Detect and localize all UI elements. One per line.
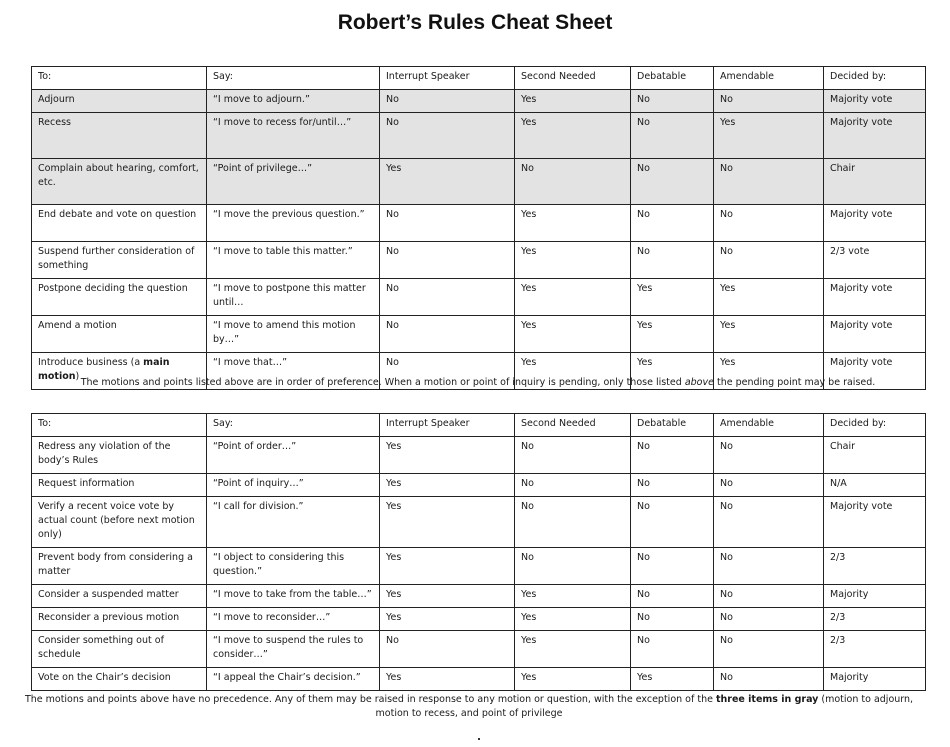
decided-by-cell: 2/3	[824, 631, 926, 668]
interrupt-speaker-cell: No	[380, 631, 515, 668]
debatable-cell: Yes	[631, 279, 714, 316]
motions-table-ordered	[31, 66, 926, 390]
interrupt-speaker-cell: Yes	[380, 548, 515, 585]
debatable-cell: Yes	[631, 353, 714, 390]
column-header: Interrupt Speaker	[380, 414, 515, 437]
interrupt-speaker-cell: Yes	[380, 608, 515, 631]
table-row	[32, 497, 926, 548]
amendable-cell: No	[714, 90, 824, 113]
second-needed-cell: No	[515, 497, 631, 548]
amendable-cell: No	[714, 205, 824, 242]
stray-mark	[478, 738, 480, 740]
second-needed-cell: Yes	[515, 585, 631, 608]
note-text: The motions and points listed above are in order of preference. When a motion or point of inquiry is pending, only those listed	[80, 377, 685, 388]
say-cell: “I move to take from the table…”	[207, 585, 380, 608]
amendable-cell: Yes	[714, 316, 824, 353]
column-header: Interrupt Speaker	[380, 67, 515, 90]
to-cell: Amend a motion	[32, 316, 207, 353]
interrupt-speaker-cell: Yes	[380, 437, 515, 474]
decided-by-cell: 2/3	[824, 608, 926, 631]
table-row	[32, 242, 926, 279]
debatable-cell: No	[631, 159, 714, 205]
say-cell: “I call for division.”	[207, 497, 380, 548]
amendable-cell: No	[714, 585, 824, 608]
decided-by-cell: Majority vote	[824, 353, 926, 390]
amendable-cell: No	[714, 548, 824, 585]
say-cell: “I move that…”	[207, 353, 380, 390]
table-row	[32, 608, 926, 631]
decided-by-cell: Majority vote	[824, 497, 926, 548]
decided-by-cell: Majority vote	[824, 113, 926, 159]
column-header: Amendable	[714, 414, 824, 437]
column-header: Debatable	[631, 414, 714, 437]
second-needed-cell: Yes	[515, 631, 631, 668]
amendable-cell: Yes	[714, 353, 824, 390]
column-header: To:	[32, 414, 207, 437]
say-cell: “I move to table this matter.”	[207, 242, 380, 279]
interrupt-speaker-cell: No	[380, 205, 515, 242]
header-row	[32, 414, 926, 437]
column-header: Decided by:	[824, 67, 926, 90]
no-precedence-note	[14, 693, 924, 721]
debatable-cell: Yes	[631, 316, 714, 353]
to-cell: Redress any violation of the body’s Rules	[32, 437, 207, 474]
interrupt-speaker-cell: No	[380, 353, 515, 390]
amendable-cell: No	[714, 159, 824, 205]
interrupt-speaker-cell: No	[380, 316, 515, 353]
to-cell: Introduce business (a main motion)	[32, 353, 207, 390]
note-emphasis: above	[684, 377, 714, 388]
to-cell: End debate and vote on question	[32, 205, 207, 242]
decided-by-cell: Majority vote	[824, 279, 926, 316]
second-needed-cell: No	[515, 474, 631, 497]
debatable-cell: No	[631, 242, 714, 279]
decided-by-cell: N/A	[824, 474, 926, 497]
order-of-preference-note	[31, 376, 925, 390]
interrupt-speaker-cell: No	[380, 113, 515, 159]
second-needed-cell: Yes	[515, 113, 631, 159]
to-cell: Consider something out of schedule	[32, 631, 207, 668]
second-needed-cell: Yes	[515, 668, 631, 691]
second-needed-cell: No	[515, 548, 631, 585]
column-header: Amendable	[714, 67, 824, 90]
debatable-cell: No	[631, 90, 714, 113]
note-text: The motions and points above have no precedence. Any of them may be raised in response to any motion or question, with the exception of the	[24, 694, 716, 705]
note-text: the pending point may be raised.	[713, 377, 876, 388]
to-cell: Postpone deciding the question	[32, 279, 207, 316]
amendable-cell: Yes	[714, 113, 824, 159]
debatable-cell: No	[631, 631, 714, 668]
say-cell: “I move to adjourn.”	[207, 90, 380, 113]
decided-by-cell: Majority vote	[824, 90, 926, 113]
say-cell: “I appeal the Chair’s decision.”	[207, 668, 380, 691]
to-cell: Adjourn	[32, 90, 207, 113]
second-needed-cell: Yes	[515, 205, 631, 242]
second-needed-cell: No	[515, 437, 631, 474]
column-header: Second Needed	[515, 67, 631, 90]
column-header: Debatable	[631, 67, 714, 90]
decided-by-cell: 2/3	[824, 548, 926, 585]
interrupt-speaker-cell: No	[380, 90, 515, 113]
second-needed-cell: Yes	[515, 90, 631, 113]
table-row	[32, 631, 926, 668]
interrupt-speaker-cell: No	[380, 242, 515, 279]
motions-table-no-precedence	[31, 413, 926, 691]
to-cell: Prevent body from considering a matter	[32, 548, 207, 585]
say-cell: “I object to considering this question.”	[207, 548, 380, 585]
table-row	[32, 668, 926, 691]
say-cell: “Point of order…”	[207, 437, 380, 474]
to-cell: Complain about hearing, comfort, etc.	[32, 159, 207, 205]
page-title: Robert’s Rules Cheat Sheet	[337, 11, 613, 34]
debatable-cell: No	[631, 474, 714, 497]
to-cell: Request information	[32, 474, 207, 497]
debatable-cell: No	[631, 205, 714, 242]
amendable-cell: Yes	[714, 279, 824, 316]
table-row	[32, 159, 926, 205]
table-row	[32, 474, 926, 497]
column-header: Say:	[207, 67, 380, 90]
amendable-cell: No	[714, 242, 824, 279]
table-row	[32, 90, 926, 113]
decided-by-cell: Chair	[824, 159, 926, 205]
table-row	[32, 205, 926, 242]
second-needed-cell: Yes	[515, 608, 631, 631]
note-bold: three items in gray	[715, 694, 819, 705]
debatable-cell: Yes	[631, 668, 714, 691]
second-needed-cell: Yes	[515, 279, 631, 316]
decided-by-cell: Majority	[824, 668, 926, 691]
to-cell: Recess	[32, 113, 207, 159]
debatable-cell: No	[631, 437, 714, 474]
amendable-cell: No	[714, 437, 824, 474]
to-cell: Reconsider a previous motion	[32, 608, 207, 631]
second-needed-cell: Yes	[515, 353, 631, 390]
table-row	[32, 279, 926, 316]
column-header: Decided by:	[824, 414, 926, 437]
header-row	[32, 67, 926, 90]
say-cell: “I move to amend this motion by…”	[207, 316, 380, 353]
amendable-cell: No	[714, 631, 824, 668]
interrupt-speaker-cell: Yes	[380, 497, 515, 548]
amendable-cell: No	[714, 497, 824, 548]
second-needed-cell: Yes	[515, 316, 631, 353]
interrupt-speaker-cell: Yes	[380, 159, 515, 205]
say-cell: “Point of inquiry…”	[207, 474, 380, 497]
table-row	[32, 585, 926, 608]
debatable-cell: No	[631, 548, 714, 585]
interrupt-speaker-cell: Yes	[380, 474, 515, 497]
interrupt-speaker-cell: Yes	[380, 668, 515, 691]
debatable-cell: No	[631, 608, 714, 631]
to-cell: Suspend further consideration of something	[32, 242, 207, 279]
to-cell: Verify a recent voice vote by actual count (before next motion only)	[32, 497, 207, 548]
debatable-cell: No	[631, 585, 714, 608]
note-text: (motion to adjourn, motion to recess, and point of privilege	[375, 694, 914, 719]
decided-by-cell: Chair	[824, 437, 926, 474]
say-cell: “Point of privilege…”	[207, 159, 380, 205]
decided-by-cell: 2/3 vote	[824, 242, 926, 279]
second-needed-cell: No	[515, 159, 631, 205]
to-cell: Consider a suspended matter	[32, 585, 207, 608]
amendable-cell: No	[714, 474, 824, 497]
decided-by-cell: Majority vote	[824, 316, 926, 353]
column-header: Second Needed	[515, 414, 631, 437]
table-row	[32, 548, 926, 585]
say-cell: “I move to reconsider…”	[207, 608, 380, 631]
column-header: To:	[32, 67, 207, 90]
main-motion-emphasis: main motion	[38, 357, 170, 382]
column-header: Say:	[207, 414, 380, 437]
table-row	[32, 316, 926, 353]
say-cell: “I move the previous question.”	[207, 205, 380, 242]
decided-by-cell: Majority vote	[824, 205, 926, 242]
interrupt-speaker-cell: No	[380, 279, 515, 316]
amendable-cell: No	[714, 608, 824, 631]
table-row	[32, 437, 926, 474]
second-needed-cell: Yes	[515, 242, 631, 279]
to-cell: Vote on the Chair’s decision	[32, 668, 207, 691]
amendable-cell: No	[714, 668, 824, 691]
decided-by-cell: Majority	[824, 585, 926, 608]
interrupt-speaker-cell: Yes	[380, 585, 515, 608]
say-cell: “I move to recess for/until…”	[207, 113, 380, 159]
debatable-cell: No	[631, 113, 714, 159]
say-cell: “I move to postpone this matter until…	[207, 279, 380, 316]
say-cell: “I move to suspend the rules to consider…”	[207, 631, 380, 668]
debatable-cell: No	[631, 497, 714, 548]
table-row	[32, 113, 926, 159]
